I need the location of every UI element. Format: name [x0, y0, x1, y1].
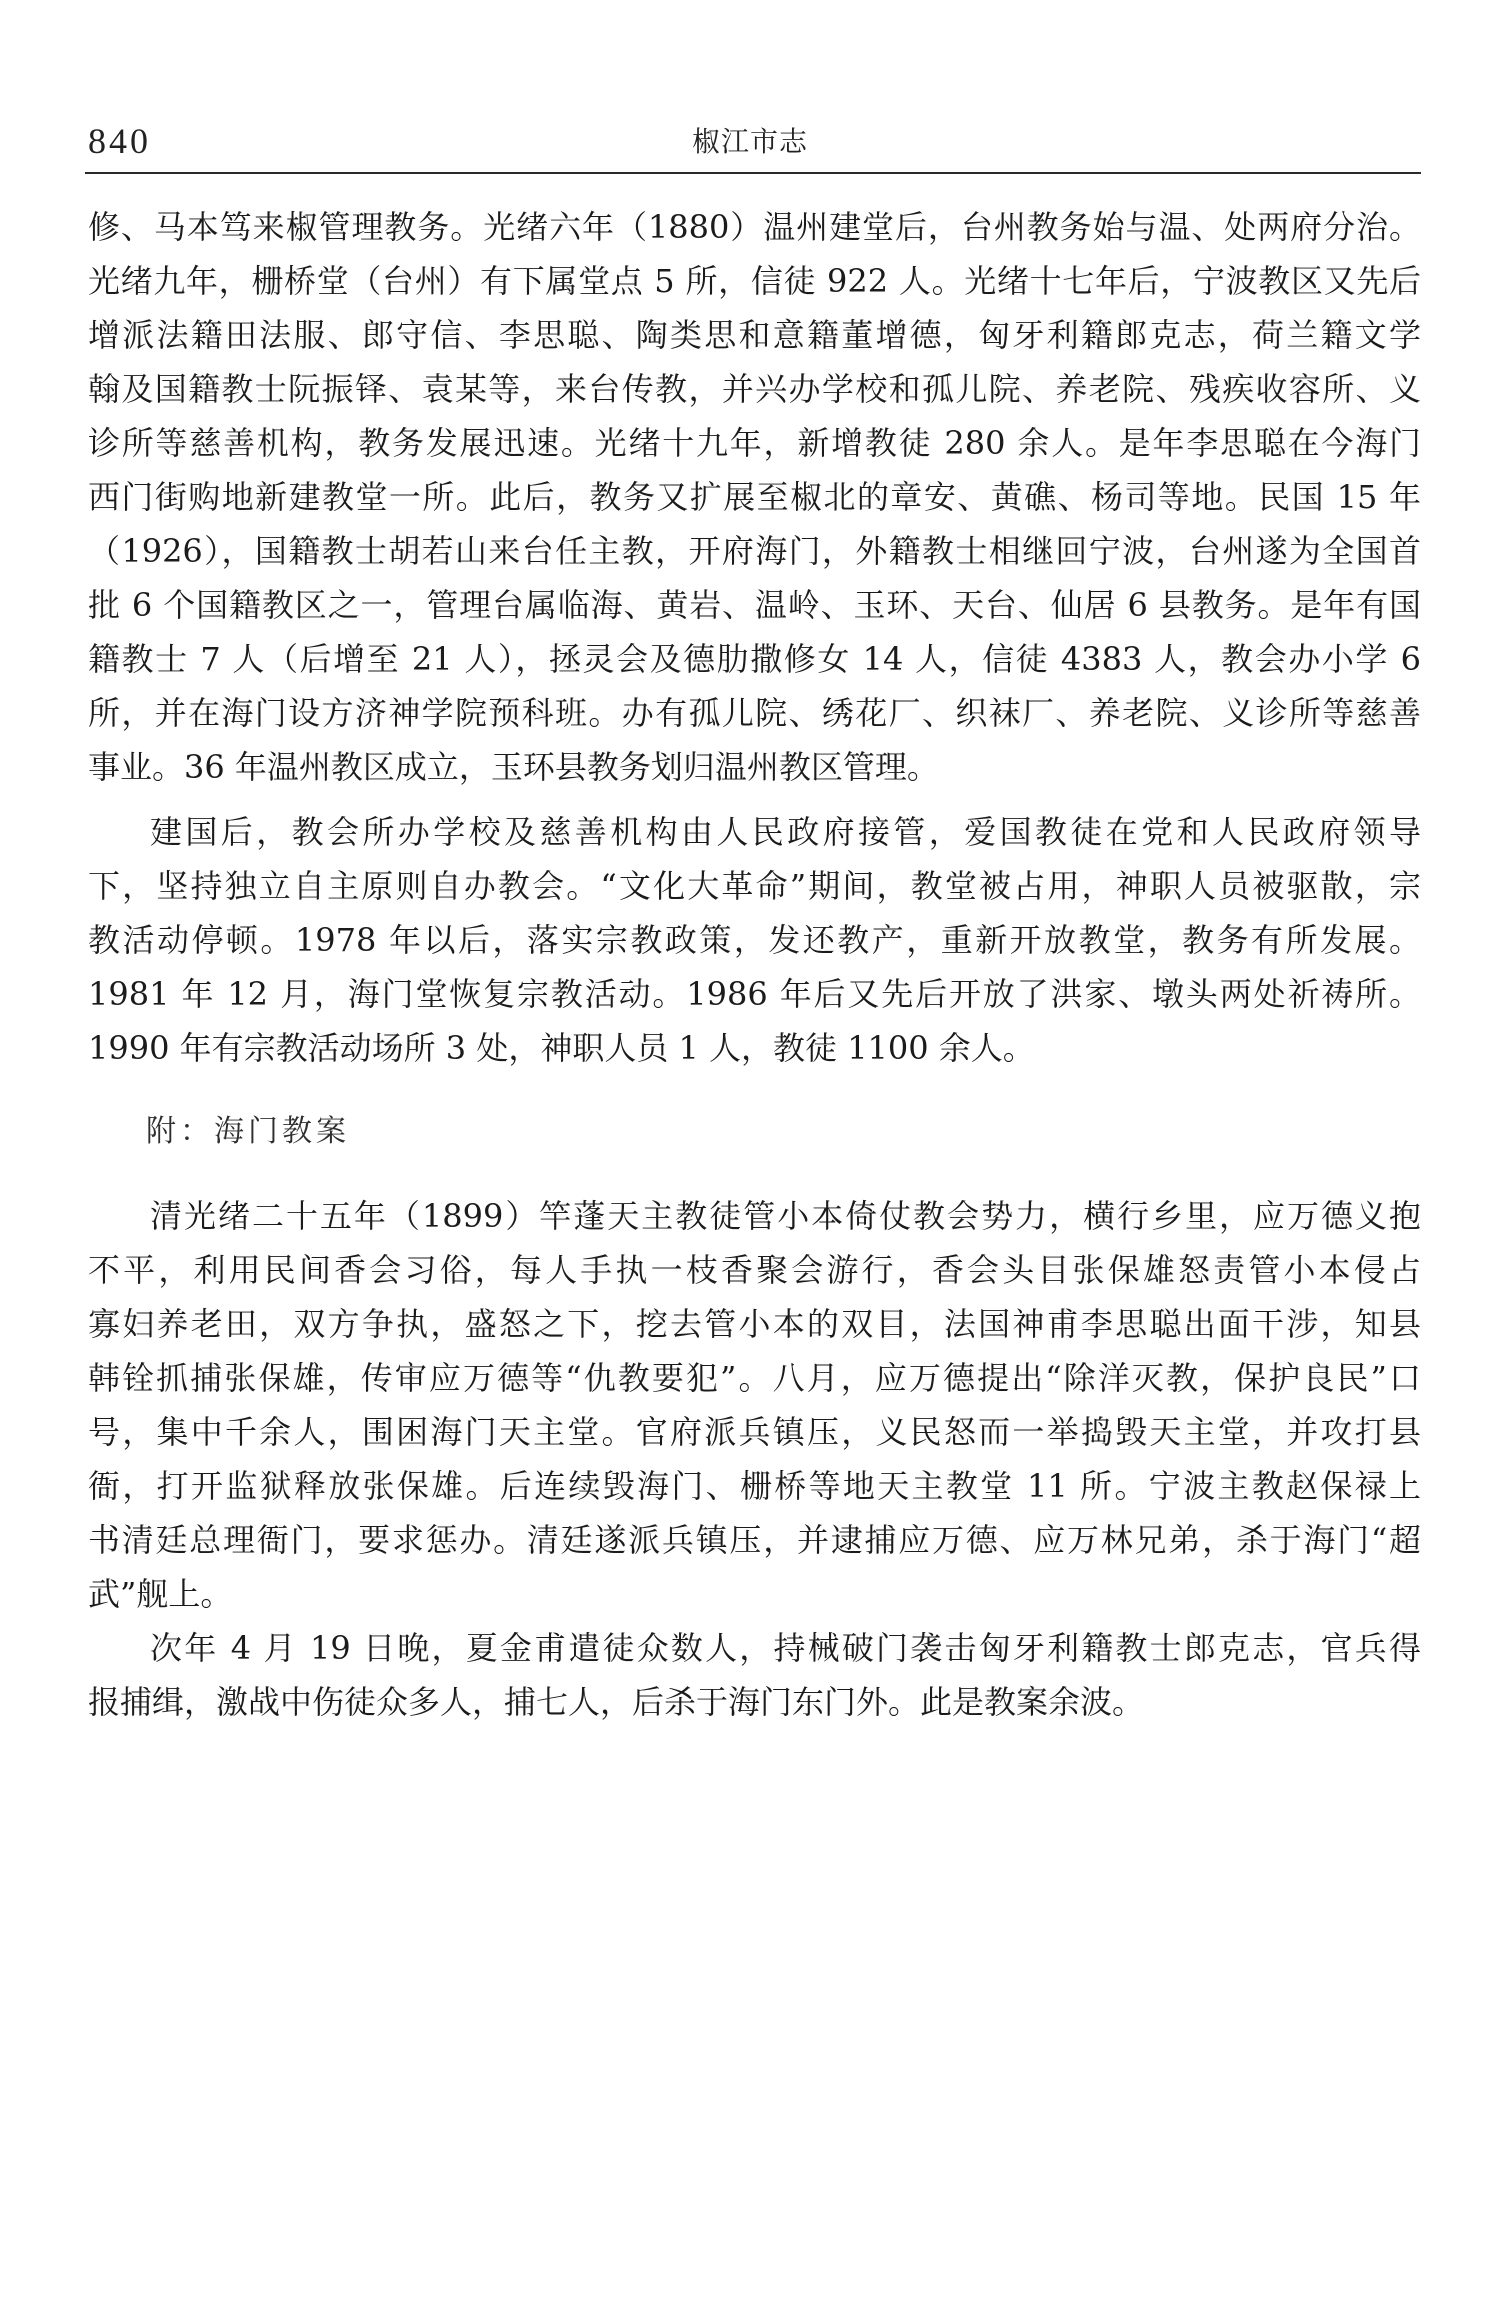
text-line: 籍教士 7 人（后增至 21 人），拯灵会及德肋撒修女 14 人，信徒 4383 人，教会办小学 6 [88, 640, 1421, 678]
text-line: 衙，打开监狱释放张保雄。后连续毁海门、栅桥等地天主教堂 11 所。宁波主教赵保禄上 [88, 1467, 1421, 1505]
text-line: 下，坚持独立自主原则自办教会。“文化大革命”期间，教堂被占用，神职人员被驱散，宗 [88, 867, 1421, 905]
text-line: 光绪九年，栅桥堂（台州）有下属堂点 5 所，信徒 922 人。光绪十七年后，宁波教区又先后 [88, 262, 1421, 300]
text-line: （1926），国籍教士胡若山来台任主教，开府海门，外籍教士相继回宁波，台州遂为全国首 [88, 532, 1421, 570]
appendix-section [88, 1105, 1421, 1159]
running-header-title: 椒江市志 [691, 125, 808, 158]
appendix-heading: 附：海门教案 [146, 1114, 350, 1149]
text-line: 1981 年 12 月，海门堂恢复宗教活动。1986 年后又先后开放了洪家、墩头两处祈祷所。 [88, 975, 1421, 1013]
body-paragraph [88, 200, 1421, 794]
page-number: 840 [88, 121, 151, 161]
text-line: 所，并在海门设方济神学院预科班。办有孤儿院、绣花厂、织袜厂、养老院、义诊所等慈善 [88, 694, 1421, 732]
text-line: 增派法籍田法服、郎守信、李思聪、陶类思和意籍董增德，匈牙利籍郎克志，荷兰籍文学 [88, 316, 1421, 354]
body-paragraph [88, 1189, 1421, 1621]
text-line: 事业。36 年温州教区成立，玉环县教务划归温州教区管理。 [88, 748, 939, 786]
text-line: 报捕缉，激战中伤徒众多人，捕七人，后杀于海门东门外。此是教案余波。 [88, 1683, 1145, 1721]
text-line: 次年 4 月 19 日晚，夏金甫遣徒众数人，持械破门袭击匈牙利籍教士郎克志，官兵得 [150, 1629, 1421, 1667]
text-line: 修、马本笃来椒管理教务。光绪六年（1880）温州建堂后，台州教务始与温、处两府分治。 [88, 208, 1421, 246]
text-line: 武”舰上。 [88, 1575, 233, 1613]
body-paragraph [88, 1621, 1421, 1729]
text-line: 教活动停顿。1978 年以后，落实宗教政策，发还教产，重新开放教堂，教务有所发展。 [88, 921, 1421, 959]
text-line: 西门街购地新建教堂一所。此后，教务又扩展至椒北的章安、黄礁、杨司等地。民国 15 年 [88, 478, 1421, 516]
text-line: 翰及国籍教士阮振铎、袁某等，来台传教，并兴办学校和孤儿院、养老院、残疾收容所、义 [88, 370, 1421, 408]
text-line: 1990 年有宗教活动场所 3 处，神职人员 1 人，教徒 1100 余人。 [88, 1029, 1035, 1067]
text-line: 号，集中千余人，围困海门天主堂。官府派兵镇压，义民怒而一举捣毁天主堂，并攻打县 [88, 1413, 1421, 1451]
text-line: 建国后，教会所办学校及慈善机构由人民政府接管，爱国教徒在党和人民政府领导 [150, 813, 1421, 851]
header-rule [85, 172, 1421, 174]
text-line: 韩铨抓捕张保雄，传审应万德等“仇教要犯”。八月，应万德提出“除洋灭教，保护良民”口 [88, 1359, 1421, 1397]
text-line: 寡妇养老田，双方争执，盛怒之下，挖去管小本的双目，法国神甫李思聪出面干涉，知县 [88, 1305, 1421, 1343]
body-paragraph [88, 805, 1421, 1075]
text-line: 诊所等慈善机构，教务发展迅速。光绪十九年，新增教徒 280 余人。是年李思聪在今海门 [88, 424, 1421, 462]
text-line: 不平，利用民间香会习俗，每人手执一枝香聚会游行，香会头目张保雄怒责管小本侵占 [88, 1251, 1421, 1289]
text-line: 书清廷总理衙门，要求惩办。清廷遂派兵镇压，并逮捕应万德、应万林兄弟，杀于海门“超 [88, 1521, 1421, 1559]
text-line: 清光绪二十五年（1899）竿蓬天主教徒管小本倚仗教会势力，横行乡里，应万德义抱 [150, 1197, 1421, 1235]
text-line: 批 6 个国籍教区之一，管理台属临海、黄岩、温岭、玉环、天台、仙居 6 县教务。是年有国 [88, 586, 1421, 624]
